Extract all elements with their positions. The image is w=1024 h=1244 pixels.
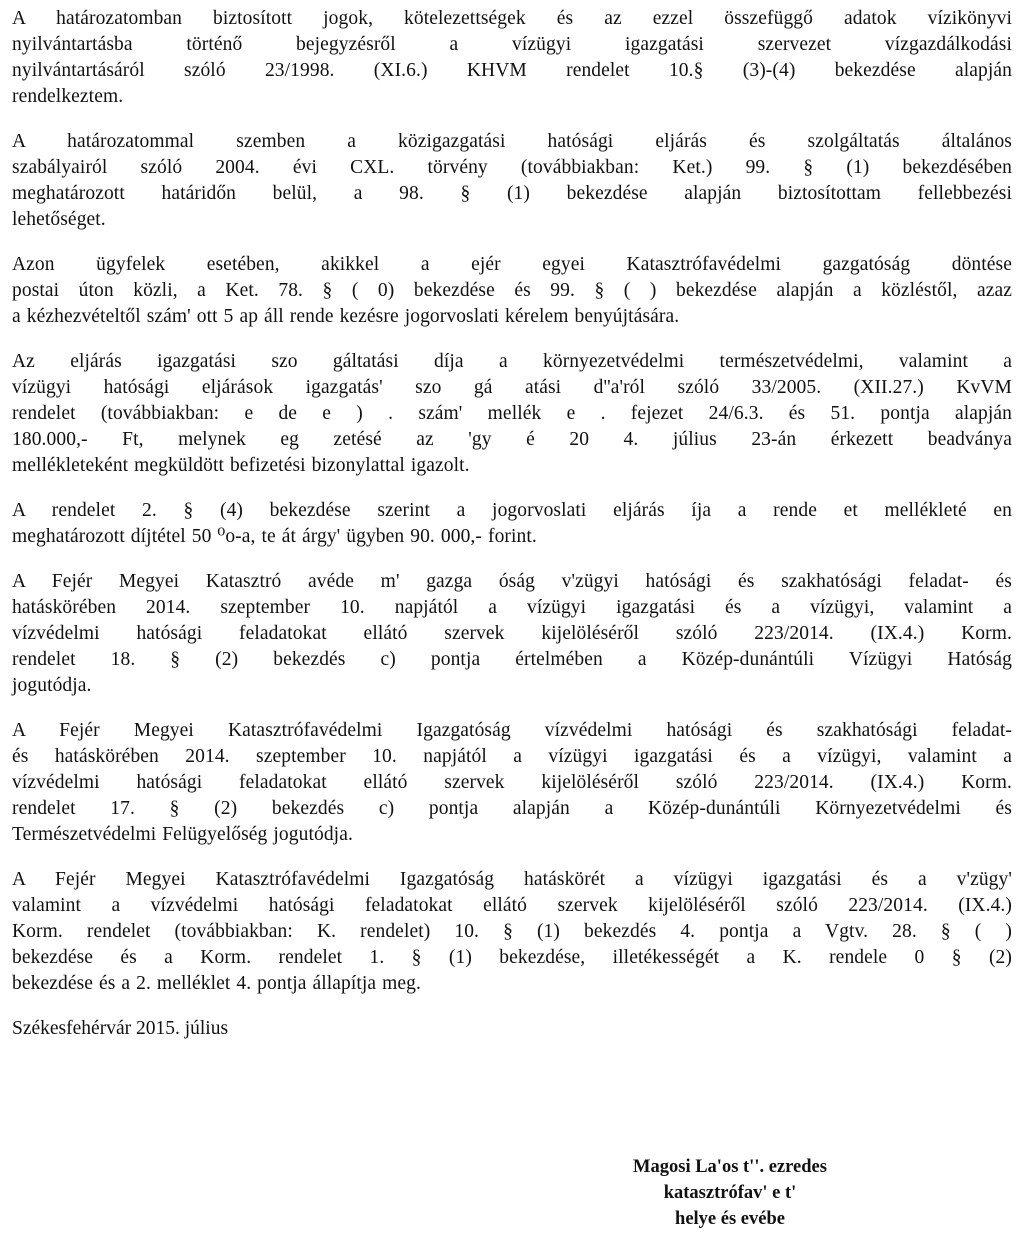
signatory-title: katasztrófav' e t' [663, 1183, 797, 1203]
paragraph [12, 498, 1012, 550]
text-line: mellékleteként megküldött befizetési bizonylattal igazolt. [12, 455, 470, 476]
text-line: vízvédelmi hatósági feladatokat ellátó szervek kijelöléséről szóló 223/2014. (IX.4.) Korm. [12, 623, 1012, 644]
place-and-date: Székesfehérvár 2015. július [12, 1018, 229, 1039]
text-line: rendelet (továbbiakban: e de e ) . szám' mellék e . fejezet 24/6.3. és 51. pontja alapján [12, 403, 1012, 424]
signature-block [540, 1154, 920, 1232]
text-line: meghatározott határidőn belül, a 98. § (1) bekezdése alapján biztosítottam fellebbezési [12, 183, 1012, 204]
text-line: Az eljárás igazgatási szo gáltatási díja a környezetvédelmi természetvédelmi, valamint a [12, 351, 1012, 372]
document-body [12, 6, 1012, 997]
text-line: szabályairól szóló 2004. évi CXL. törvény (továbbiakban: Ket.) 99. § (1) bekezdésében [12, 157, 1012, 178]
text-line: a kézhezvételtől szám' ott 5 ap áll rende kezésre jogorvoslati kérelem benyújtására. [12, 306, 680, 327]
text-line: A Fejér Megyei Katasztrófavédelmi Igazgatóság hatáskörét a vízügyi igazgatási és a v'zügy' [12, 869, 1012, 890]
text-line: hatáskörében 2014. szeptember 10. napjától a vízügyi igazgatási és a vízügyi, valamint a [12, 597, 1012, 618]
text-line: Korm. rendelet (továbbiakban: K. rendelet) 10. § (1) bekezdés 4. pontja a Vgtv. 28. § ( ) [12, 921, 1012, 942]
text-line: vízügyi hatósági eljárások igazgatás' szo gá atási d''a'ról szóló 33/2005. (XII.27.) KvVM [12, 377, 1012, 398]
text-line: rendelet 18. § (2) bekezdés c) pontja értelmében a Közép-dunántúli Vízügyi Hatóság [12, 649, 1012, 670]
text-line: és hatáskörében 2014. szeptember 10. napjától a vízügyi igazgatási és a vízügyi, valamint a [12, 746, 1012, 767]
text-line: rendelet 17. § (2) bekezdés c) pontja alapján a Közép-dunántúli Környezetvédelmi és [12, 798, 1012, 819]
text-line: A rendelet 2. § (4) bekezdése szerint a jogorvoslati eljárás íja a rende et mellékleté en [12, 500, 1012, 521]
text-line: lehetőséget. [12, 209, 106, 230]
paragraph [12, 349, 1012, 479]
paragraph [12, 6, 1012, 110]
text-line: A Fejér Megyei Katasztró avéde m' gazga óság v'zügyi hatósági és szakhatósági feladat- és [12, 571, 1012, 592]
paragraph [12, 129, 1012, 233]
text-line: Azon ügyfelek esetében, akikkel a ejér egyei Katasztrófavédelmi gazgatóság döntése [12, 254, 1012, 275]
text-line: A határozatomban biztosított jogok, kötelezettségek és az ezzel összefüggő adatok vízikönyvi [12, 8, 1012, 29]
text-line: valamint a vízvédelmi hatósági feladatokat ellátó szervek kijelöléséről szóló 223/2014. (IX.4.) [12, 895, 1012, 916]
text-line: rendelkeztem. [12, 86, 124, 107]
text-line: nyilvántartásáról szóló 23/1998. (XI.6.) KHVM rendelet 10.§ (3)-(4) bekezdése alapján [12, 60, 1012, 81]
text-line: jogutódja. [12, 675, 92, 696]
signatory-capacity: helye és evébe [675, 1209, 785, 1229]
text-line: meghatározott díjtétel 50 ⁰o-a, te át árgy' ügyben 90. 000,- forint. [12, 526, 537, 547]
text-line: vízvédelmi hatósági feladatokat ellátó szervek kijelöléséről szóló 223/2014. (IX.4.) Korm. [12, 772, 1012, 793]
text-line: 180.000,- Ft, melynek eg zetésé az 'gy é 20 4. július 23-án érkezett beadványa [12, 429, 1012, 450]
text-line: nyilvántartásba történő bejegyzésről a vízügyi igazgatási szervezet vízgazdálkodási [12, 34, 1012, 55]
text-line: bekezdése és a Korm. rendelet 1. § (1) bekezdése, illetékességét a K. rendele 0 § (2) [12, 947, 1012, 968]
document-page [12, 6, 1012, 1042]
text-line: postai úton közli, a Ket. 78. § ( 0) bekezdése és 99. § ( ) bekezdése alapján a közléstől, azaz [12, 280, 1012, 301]
paragraph [12, 569, 1012, 699]
text-line: Természetvédelmi Felügyelőség jogutódja. [12, 824, 353, 845]
text-line: A határozatommal szemben a közigazgatási hatósági eljárás és szolgáltatás általános [12, 131, 1012, 152]
paragraph [12, 252, 1012, 330]
paragraph [12, 867, 1012, 997]
paragraph [12, 718, 1012, 848]
text-line: bekezdése és a 2. melléklet 4. pontja állapítja meg. [12, 973, 422, 994]
signatory-name: Magosi La'os t''. ezredes [633, 1157, 827, 1177]
text-line: A Fejér Megyei Katasztrófavédelmi Igazgatóság vízvédelmi hatósági és szakhatósági feladat- [12, 720, 1012, 741]
